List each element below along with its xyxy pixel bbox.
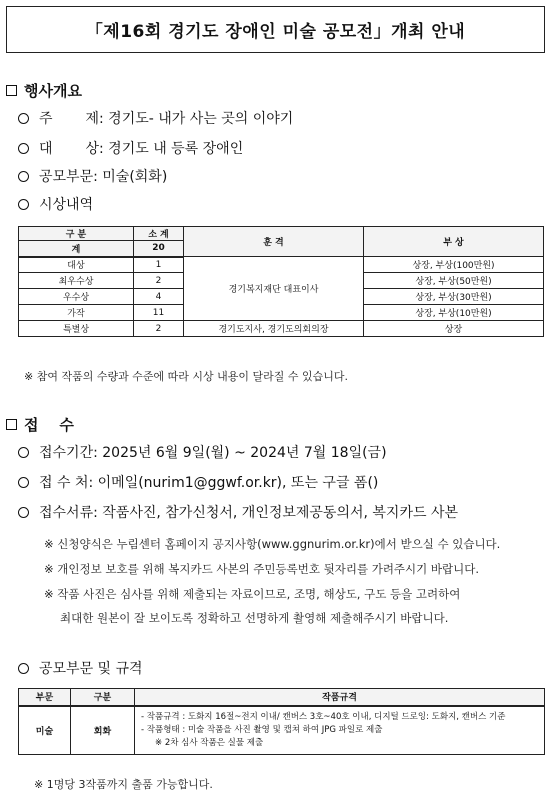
awards-label: 시상내역 <box>39 197 94 213</box>
spec-line <box>18 658 143 678</box>
circle-bullet-icon <box>18 663 29 674</box>
award-table <box>18 226 544 337</box>
col-category: 부문 <box>19 689 71 706</box>
col-prize: 부 상 <box>364 227 544 257</box>
circle-bullet-icon <box>18 199 29 210</box>
where-value: : 이메일(nurim1@ggwf.or.kr), 또는 구글 폼() <box>88 475 379 491</box>
where-label: 접 수 처 <box>39 475 89 491</box>
table-row: 특별상 2 경기도지사, 경기도의회의장 상장 <box>19 321 544 337</box>
total-value: 20 <box>134 241 184 257</box>
col-type: 구분 <box>71 689 135 706</box>
spec-line-2: - 작품형태 : 미술 작품을 사진 촬영 및 캡쳐 하여 JPG 파일로 제출 <box>141 724 383 735</box>
document-title <box>6 6 545 53</box>
category-line <box>18 166 167 186</box>
square-bullet-icon <box>6 419 17 430</box>
table-row: 대상 1 경기복지재단 대표이사 상장, 부상(100만원) <box>19 257 544 273</box>
circle-bullet-icon <box>18 171 29 182</box>
total-label: 계 <box>19 241 134 257</box>
reception-note-1: ※ 신청양식은 누림센터 홈페이지 공지사항(www.ggnurim.or.kr)에서 받으실 수 있습니다. <box>44 537 501 551</box>
col-award: 훈 격 <box>184 227 364 257</box>
spec-label: 공모부문 및 규격 <box>39 661 143 677</box>
docs-value: : 작품사진, 참가신청서, 개인정보제공동의서, 복지카드 사본 <box>93 505 459 521</box>
table-row: 우수상 4 상장, 부상(30만원) <box>19 289 544 305</box>
award-main: 경기복지재단 대표이사 <box>184 257 364 321</box>
col-subtotal: 소 계 <box>134 227 184 241</box>
docs-line <box>18 502 458 522</box>
award-special: 경기도지사, 경기도의회의장 <box>184 321 364 337</box>
spec-note: ※ 1명당 3작품까지 출품 가능합니다. <box>34 778 213 791</box>
overview-heading <box>6 80 82 101</box>
docs-label: 접수서류 <box>39 505 94 521</box>
circle-bullet-icon <box>18 113 29 124</box>
theme-label: 주 제 <box>39 111 99 127</box>
overview-heading-text: 행사개요 <box>24 82 82 100</box>
spec-type: 회화 <box>71 706 135 755</box>
period-label: 접수기간 <box>39 445 94 461</box>
award-note: ※ 참여 작품의 수량과 수준에 따라 시상 내용이 달라질 수 있습니다. <box>24 370 348 383</box>
spec-table <box>18 688 545 755</box>
period-value: : 2025년 6월 9일(월) ~ 2024년 7월 18일(금) <box>93 445 387 461</box>
square-bullet-icon <box>6 85 17 96</box>
col-spec: 작품규격 <box>135 689 545 706</box>
reception-note-2: ※ 개인정보 보호를 위해 복지카드 사본의 주민등록번호 뒷자리를 가려주시기 바랍니다. <box>44 562 480 576</box>
target-line <box>18 138 243 158</box>
spec-line-3: ※ 2차 심사 작품은 실물 제출 <box>155 737 264 748</box>
reception-heading-text: 접 수 <box>24 416 74 434</box>
where-line <box>18 472 378 492</box>
reception-note-3a: ※ 작품 사진은 심사를 위해 제출되는 자료이므로, 조명, 해상도, 구도 등을 고려하여 <box>44 587 461 601</box>
spec-desc <box>135 706 545 755</box>
circle-bullet-icon <box>18 143 29 154</box>
table-row: 가작 11 상장, 부상(10만원) <box>19 305 544 321</box>
document-title-text: 「제16회 경기도 장애인 미술 공모전」개최 안내 <box>85 22 466 42</box>
period-line <box>18 442 387 462</box>
col-division: 구 분 <box>19 227 134 241</box>
category-label: 공모부문 <box>39 169 94 185</box>
circle-bullet-icon <box>18 447 29 458</box>
reception-note-3b: 최대한 원본이 잘 보이도록 정확하고 선명하게 촬영해 제출해주시기 바랍니다. <box>60 611 449 625</box>
table-row: 최우수상 2 상장, 부상(50만원) <box>19 273 544 289</box>
table-row <box>19 706 545 755</box>
category-value: : 미술(회화) <box>93 169 168 185</box>
circle-bullet-icon <box>18 507 29 518</box>
theme-value: : 경기도- 내가 사는 곳의 이야기 <box>99 111 294 127</box>
target-value: : 경기도 내 등록 장애인 <box>99 141 244 157</box>
circle-bullet-icon <box>18 477 29 488</box>
spec-category: 미술 <box>19 706 71 755</box>
awards-line <box>18 194 93 214</box>
target-label: 대 상 <box>39 141 99 157</box>
spec-line-1: - 작품규격 : 도화지 16절~전지 이내/ 캔버스 3호~40호 이내, 디지털 드로잉: 도화지, 캔버스 기준 <box>141 711 506 722</box>
reception-heading <box>6 414 74 435</box>
theme-line <box>18 108 293 128</box>
